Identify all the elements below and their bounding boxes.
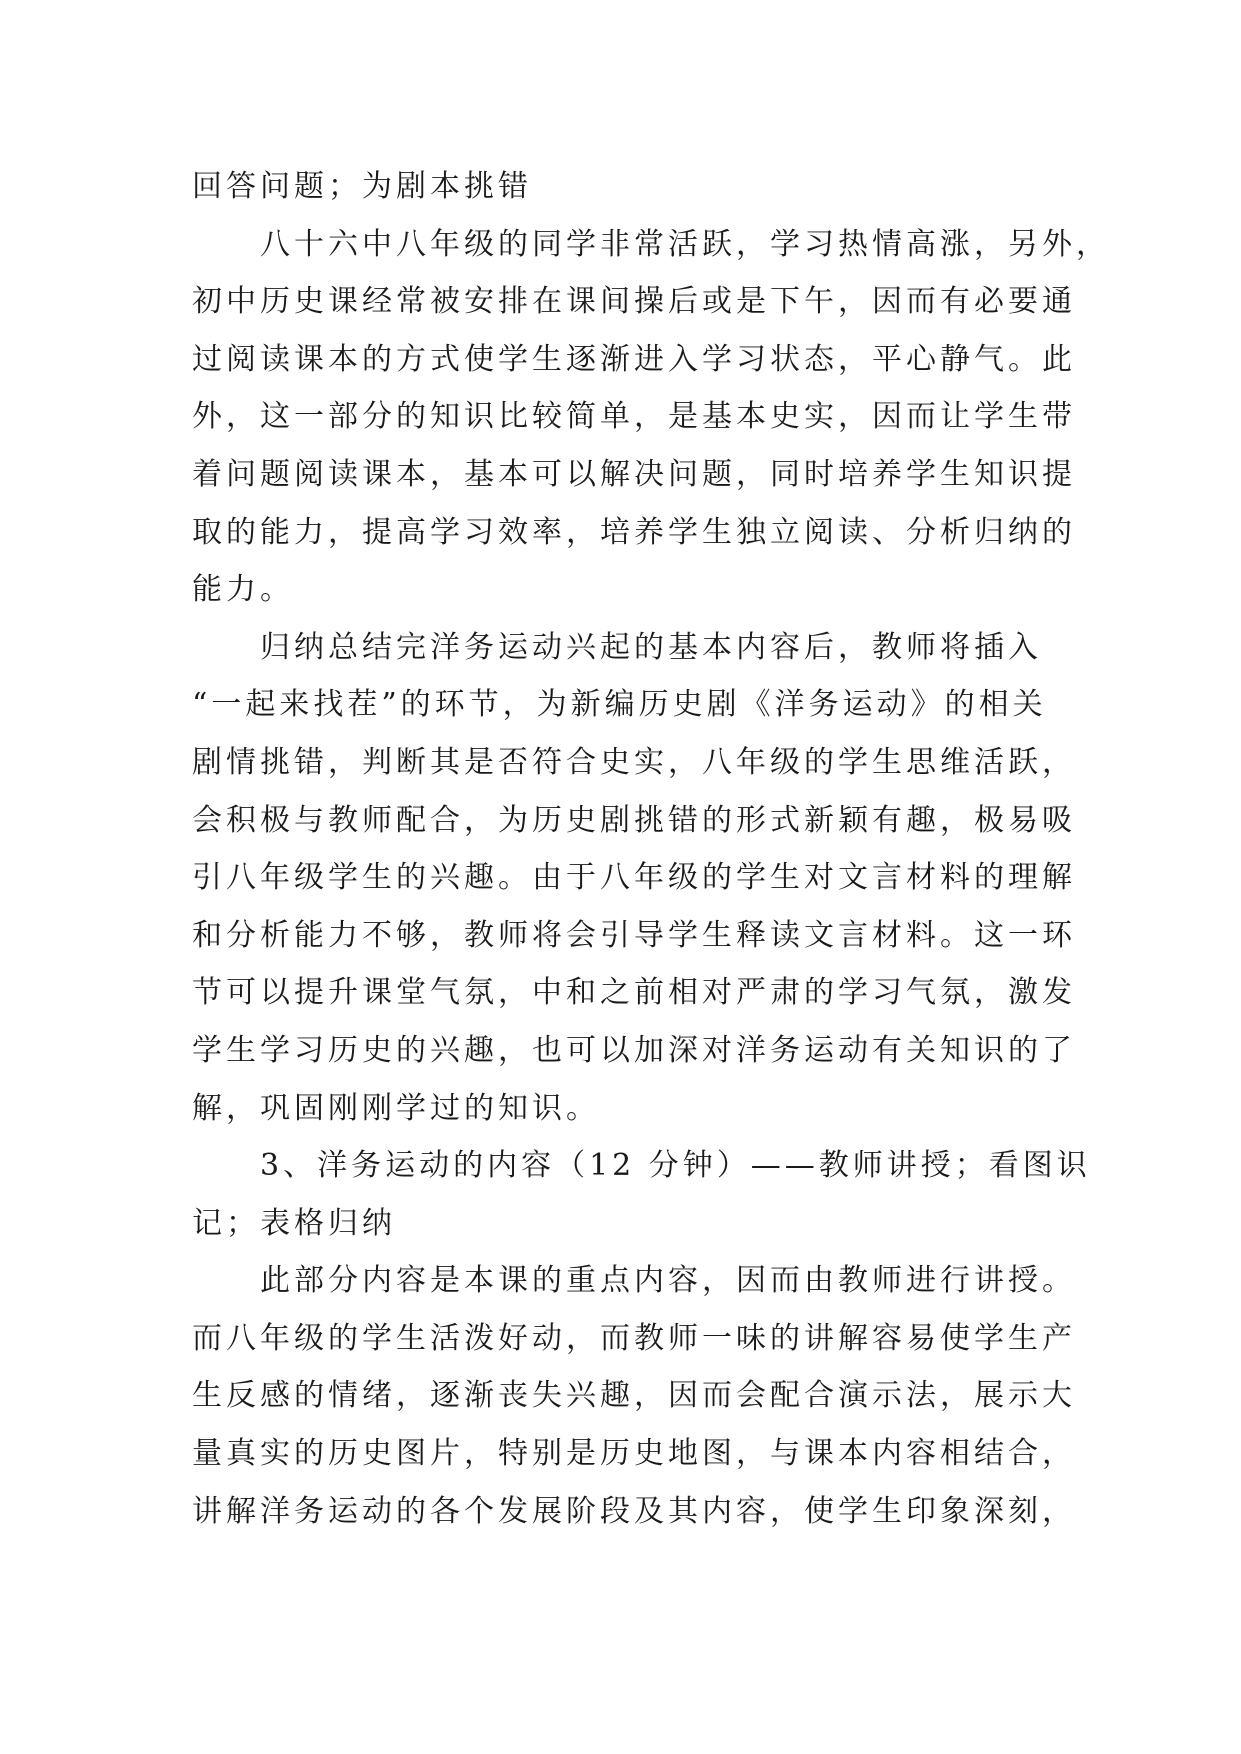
text-line: 归纳总结完洋务运动兴起的基本内容后，教师将插入 xyxy=(260,629,1042,665)
text-line: 解，巩固刚刚学过的知识。 xyxy=(192,1090,600,1126)
body-text xyxy=(192,158,1110,1540)
text-line: 引八年级学生的兴趣。由于八年级的学生对文言材料的理解 xyxy=(192,860,1076,896)
text-line: 此部分内容是本课的重点内容，因而由教师进行讲授。 xyxy=(260,1263,1076,1299)
text-line: 学生学习历史的兴趣，也可以加深对洋务运动有关知识的了 xyxy=(192,1032,1076,1068)
text-line: 外，这一部分的知识比较简单，是基本史实，因而让学生带 xyxy=(192,399,1076,435)
text-line: 节可以提升课堂气氛，中和之前相对严肃的学习气氛，激发 xyxy=(192,975,1076,1011)
text-line: 着问题阅读课本，基本可以解决问题，同时培养学生知识提 xyxy=(192,456,1076,492)
text-line: 回答问题；为剧本挑错 xyxy=(192,169,532,204)
text-line: 初中历史课经常被安排在课间操后或是下午，因而有必要通 xyxy=(192,284,1076,320)
text-line: 会积极与教师配合，为历史剧挑错的形式新颖有趣，极易吸 xyxy=(192,802,1076,838)
text-line: 和分析能力不够，教师将会引导学生释读文言材料。这一环 xyxy=(192,917,1076,953)
text-line: 量真实的历史图片，特别是历史地图，与课本内容相结合， xyxy=(192,1436,1076,1472)
text-line: 能力。 xyxy=(192,572,294,608)
text-line: 取的能力，提高学习效率，培养学生独立阅读、分析归纳的 xyxy=(192,514,1076,550)
text-line: 八十六中八年级的同学非常活跃，学习热情高涨，另外， xyxy=(260,226,1110,262)
text-line: 而八年级的学生活泼好动，而教师一味的讲解容易使学生产 xyxy=(192,1320,1076,1356)
text-line: 生反感的情绪，逐渐丧失兴趣，因而会配合演示法，展示大 xyxy=(192,1378,1076,1414)
text-line: 3、洋务运动的内容（12 分钟）——教师讲授；看图识 xyxy=(260,1148,1091,1184)
text-line: 记；表格归纳 xyxy=(192,1205,396,1241)
text-line: “一起来找茬”的环节，为新编历史剧《洋务运动》的相关 xyxy=(192,687,1047,723)
text-line: 剧情挑错，判断其是否符合史实，八年级的学生思维活跃， xyxy=(192,744,1076,780)
text-line: 讲解洋务运动的各个发展阶段及其内容，使学生印象深刻， xyxy=(192,1493,1076,1529)
text-line: 过阅读课本的方式使学生逐渐进入学习状态，平心静气。此 xyxy=(192,341,1076,377)
